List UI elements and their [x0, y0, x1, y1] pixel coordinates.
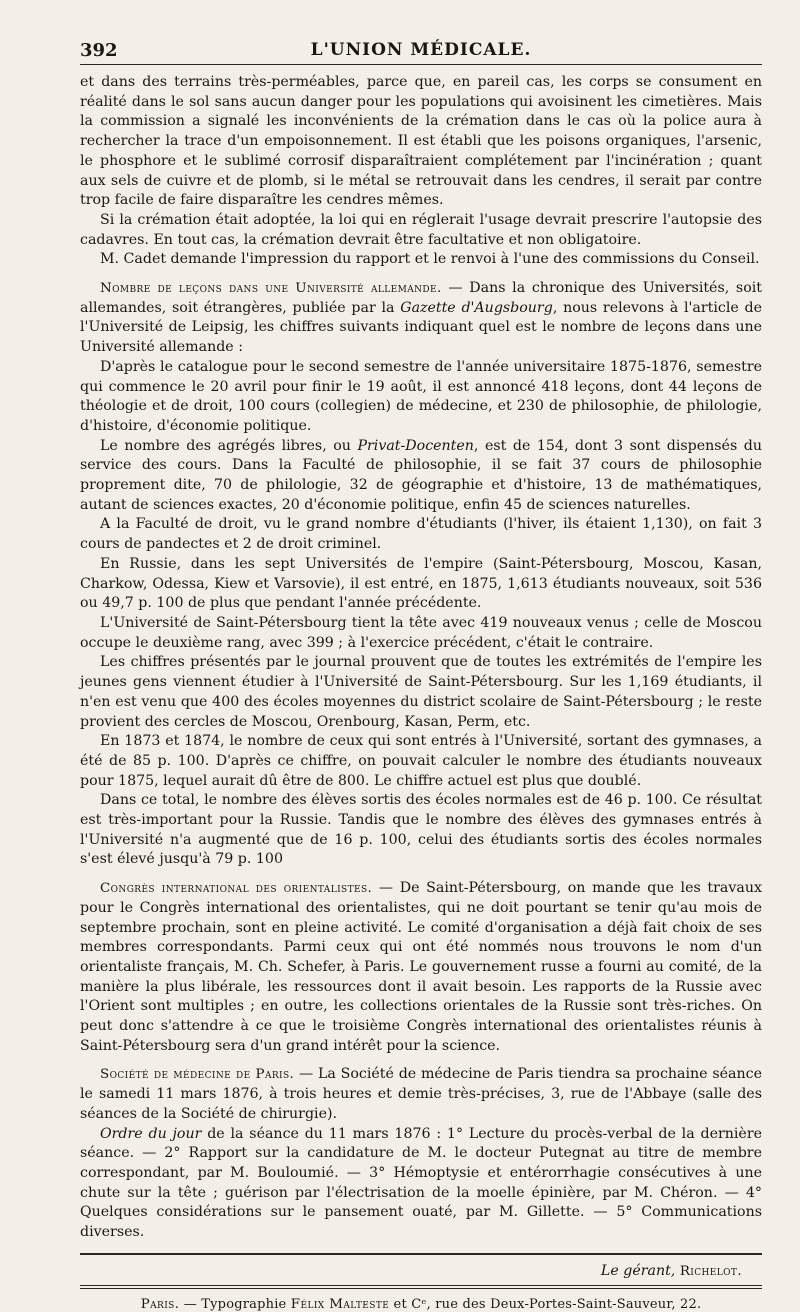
- paragraph: A la Faculté de droit, vu le grand nombre d'étudiants (l'hiver, ils étaient 1,130), on fait 3 cours de pandectes et 2 de droit criminel.: [80, 516, 762, 553]
- paragraph: Dans ce total, le nombre des élèves sortis des écoles normales est de 46 p. 100. Ce résultat est très-important pour la Russie. Tandis que le nombre des élèves des gymnases entrés à l'Université n'a augmenté que de 16 p. 100, celui des étudiants sortis des écoles normales s'est élevé jusqu'à 79 p. 100: [80, 792, 762, 868]
- paragraph: [80, 437, 762, 516]
- paragraph: L'Université de Saint-Pétersbourg tient la tête avec 419 nouveaux venus ; celle de Moscou occupe le deuxième rang, avec 399 ; à l'exercice précédent, c'était le contraire.: [80, 614, 762, 651]
- paragraph: et dans des terrains très-perméables, parce que, en pareil cas, les corps se consument en réalité dans le sol sans aucun danger pour les populations qui avoisinent les cimetières. Mais la commission a signalé les inconvénients de la crémation dans le cas où la police aura à rechercher la trace d'un empoisonnement. Il est établi que les poisons organiques, l'arsenic, le phosphore et le sublimé corrosif disparaîtraient complétement par l'incinération ; quant aux sels de cuivre et de plomb, si le métal se retrouvait dans les cendres, il serait par contre trop facile de faire disparaître les cendres mêmes.: [80, 74, 762, 209]
- section-text: — De Saint-Pétersbourg, on mande que les travaux pour le Congrès international des orientalistes, qui ne doit pourtant se tenir qu'au mois de septembre prochain, sont en pleine activité. Le comité d'organisation a déjà fait choix de ses membres correspondants. Parmi ceux qui ont été nommés nous trouvons le nom d'un orientaliste français, M. Ch. Schefer, à Paris. Le gouvernement russe a fourni au comité, de la manière la plus libérale, les ressources dont il avait besoin. Les rapports de la Russie avec l'Orient sont multiples ; en outre, les collections orientales de la Russie sont très-riches. On peut donc s'attendre à ce que le troisième Congrès international des orientalistes réunis à Saint-Pétersbourg sera d'un grand intérêt pour la science.: [80, 880, 762, 1054]
- ordre-text: de la séance du 11 mars 1876 : 1° Lecture du procès-verbal de la dernière séance. — 2° Rapport sur la candidature de M. le docteur Putegnat au titre de membre correspondant, par M. Bouloumié. — 3° Hémoptysie et entérorrhagie consécutives à une chute sur la tête ; guérison par l'électrisation de la moelle épinière, par M. Chéron. — 4° Quelques considérations sur le pansement ouaté, par M. Gillette. — 5° Communications diverses.: [80, 1125, 762, 1241]
- section-congres: [80, 879, 762, 1056]
- page-number: 392: [80, 40, 118, 61]
- paragraph-text: Le nombre des agrégés libres, ou: [100, 437, 358, 454]
- section-lead: — Dans la chronique des Universités, soit allemandes, soit étrangères, publiée par la: [80, 280, 762, 316]
- term-privat-docenten: Privat-Docenten: [357, 437, 474, 454]
- source-title: Gazette d'Augsbourg: [400, 299, 553, 316]
- section-universite-intro: [80, 279, 762, 358]
- signature-name: Richelot.: [679, 1263, 742, 1279]
- section-lead-end: , nous relevons à l'article de l'Université de Leipsig, les chiffres suivants indiquant quel est le nombre de leçons dans une Université allemande :: [80, 299, 762, 356]
- imprint-address: et Cᵉ, rue des Deux-Portes-Saint-Sauveur, 22.: [389, 1296, 702, 1312]
- section-societe: [80, 1065, 762, 1124]
- section-heading: Nombre de leçons dans une Université allemande.: [100, 281, 442, 297]
- section-heading: Congrès international des orientalistes.: [100, 881, 373, 897]
- paragraph: Les chiffres présentés par le journal prouvent que de toutes les extrémités de l'empire les jeunes gens viennent étudier à l'Université de Saint-Pétersbourg. Sur les 1,169 étudiants, il n'en est venu que 400 des écoles moyennes du district scolaire de Saint-Pétersbourg ; le reste provient des cercles de Moscou, Orenbourg, Kasan, Perm, etc.: [80, 654, 762, 730]
- ordre-du-jour: [80, 1125, 762, 1243]
- double-rule: [80, 1285, 762, 1289]
- signature-label: Le gérant,: [600, 1262, 676, 1279]
- paragraph: En Russie, dans les sept Universités de l'empire (Saint-Pétersbourg, Moscou, Kasan, Charkow, Odessa, Kiew et Varsovie), il est entré, en 1875, 1,613 étudiants nouveaux, soit 536 ou 49,7 p. 100 de plus que pendant l'année précédente.: [80, 555, 762, 612]
- running-title: L'UNION MÉDICALE.: [310, 40, 532, 60]
- section-heading: Société de médecine de Paris.: [100, 1067, 295, 1083]
- paragraph-text: , est de 154, dont 3 sont dispensés du service des cours. Dans la Faculté de philosophie, il se fait 37 cours de philosophie proprement dite, 70 de philologie, 32 de géographie et d'histoire, 13 de mathématiques, autant de sciences exactes, 20 d'économie politique, enfin 45 de sciences naturelles.: [80, 437, 762, 513]
- ordre-label: Ordre du jour: [100, 1125, 202, 1142]
- article-body: [80, 73, 762, 1243]
- imprint-text: — Typographie: [179, 1296, 291, 1312]
- paragraph: M. Cadet demande l'impression du rapport et le renvoi à l'une des commissions du Conseil.: [100, 251, 760, 268]
- printer-imprint: [80, 1297, 762, 1312]
- section-text: — La Société de médecine de Paris tiendra sa prochaine séance le samedi 11 mars 1876, à trois heures et demie très-précises, 3, rue de l'Abbaye (salle des séances de la Société de chirurgie).: [80, 1066, 762, 1122]
- paragraph: Si la crémation était adoptée, la loi qui en réglerait l'usage devrait prescrire l'autopsie des cadavres. En tout cas, la crémation devrait être facultative et non obligatoire.: [80, 211, 762, 248]
- footer-rule: [80, 1253, 762, 1255]
- paragraph: En 1873 et 1874, le nombre de ceux qui sont entrés à l'Université, sortant des gymnases, a été de 85 p. 100. D'après ce chiffre, on pouvait calculer le nombre des étudiants nouveaux pour 1875, lequel aurait dû être de 800. Le chiffre actuel est plus que doublé.: [80, 733, 762, 789]
- imprint-city: Paris.: [140, 1296, 180, 1312]
- page-header: [80, 34, 762, 65]
- paragraph: D'après le catalogue pour le second semestre de l'année universitaire 1875-1876, semestre qui commence le 20 avril pour finir le 19 août, il est annoncé 418 leçons, dont 44 leçons de théologie et de droit, 100 cours (collegien) de médecine, et 230 de philosophie, de philologie, d'histoire, d'économie politique.: [80, 358, 762, 434]
- imprint-printer: Félix Malteste: [290, 1296, 390, 1312]
- signature-line: [80, 1263, 762, 1279]
